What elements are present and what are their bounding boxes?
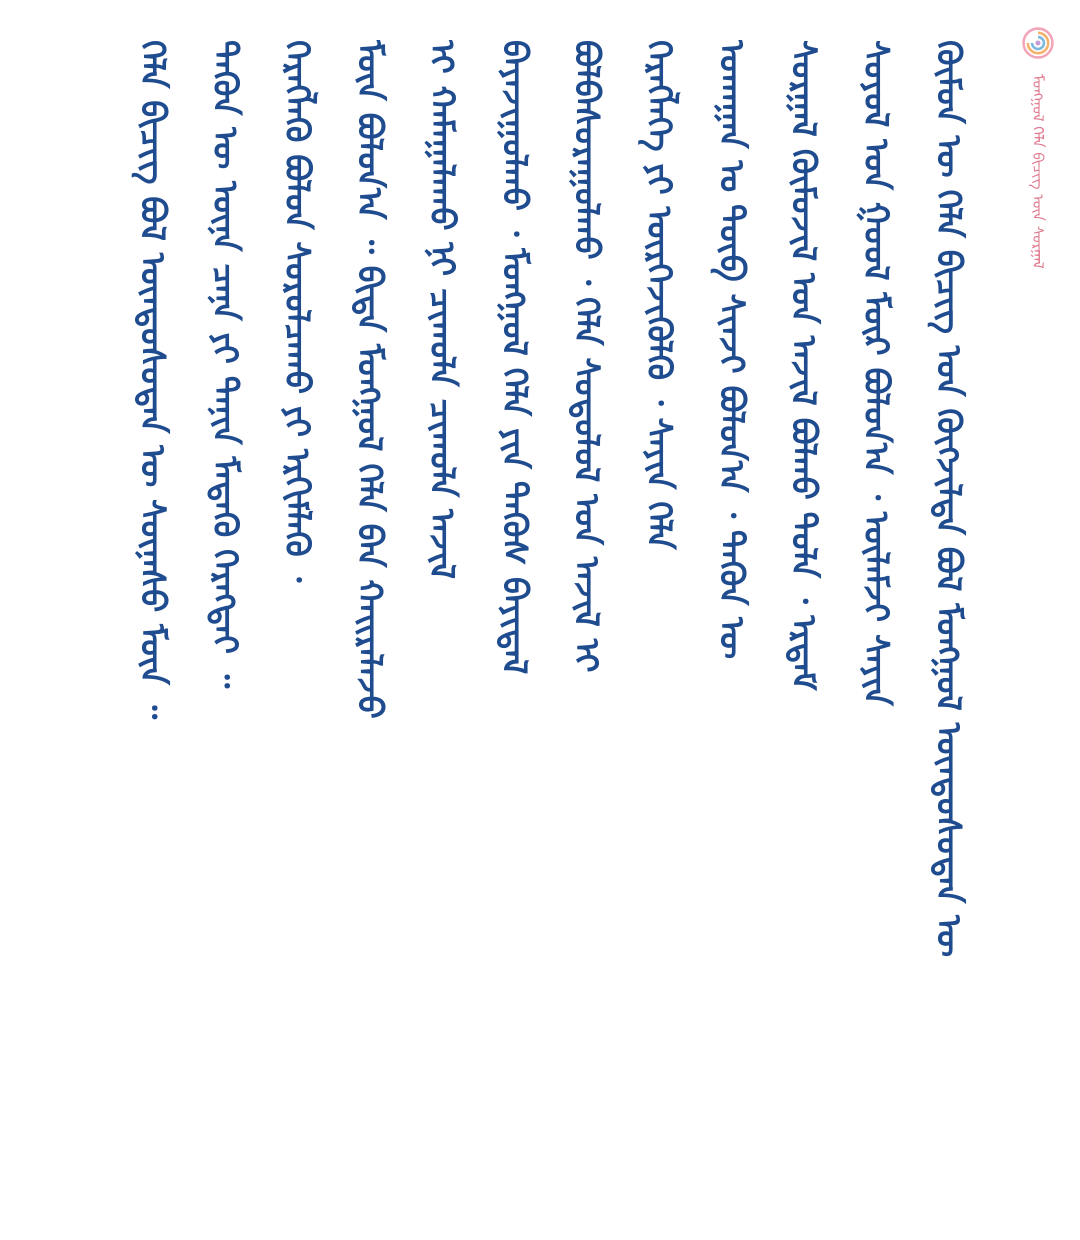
brand-name: ᠮᠣᠩᠭᠣᠯ ᠬᠡᠯᠡ ᠪᠢᠴᠢᠭ ᠦᠨ ᠰᠤᠷᠭᠠᠯ <box>1029 74 1047 269</box>
text-column: ᠬᠡᠷᠡᠭᠯᠡᠭᠡ ᠶᠢ ᠥᠷᠭᠡᠵᠢᠭᠦᠯᠬᠦ ᠂ ᠰᠠᠶᠢᠨ ᠬᠡᠯᠡ <box>638 40 679 550</box>
text-column: ᠪᠠᠶᠠᠵᠢᠭᠤᠯᠬᠤ ᠂ ᠮᠣᠩᠭᠣᠯ ᠬᠡᠯᠡ ᠶᠢᠨ ᠲᠡᠭᠦᠰ ᠪᠠᠶᠢᠳᠠᠯ <box>493 40 534 675</box>
text-column: ᠬᠦᠮᠦᠨ ᠦ ᠬᠡᠯᠡ ᠪᠢᠴᠢᠭ ᠤᠨ ᠬᠥᠭᠵᠢᠯᠲᠡ ᠪᠣᠯ ᠮᠣᠩᠭᠣᠯ ᠦᠨᠳᠦᠰᠦᠲᠡᠨ ᠦ <box>927 40 968 958</box>
brand-strip <box>1014 26 1062 446</box>
text-column: ᠮᠥᠨ ᠪᠣᠯᠤᠨ᠎ᠠ ᠃ ᠪᠢᠳᠡ ᠮᠣᠩᠭᠣᠯ ᠬᠡᠯᠡ ᠪᠡᠨ ᠬᠠᠢᠷᠠᠯᠠᠵᠤ <box>349 40 390 719</box>
text-column: ᠤᠬᠠᠭᠠᠨ ᠤ ᠲᠦᠪ ᠰᠢᠨᠵᠢ ᠪᠣᠯᠤᠨ᠎ᠠ ᠂ ᠲᠡᠭᠦᠨ ᠦ <box>710 40 751 660</box>
text-column: ᠢ ᠬᠠᠮᠠᠭᠠᠯᠠᠬᠤ ᠨᠢ ᠴᠢᠬᠤᠯᠠ ᠴᠢᠬᠤᠯᠠ ᠠᠵᠢᠯ <box>421 40 462 580</box>
text-column: ᠬᠡᠯᠡ ᠪᠢᠴᠢᠭ ᠪᠣᠯ ᠦᠨᠳᠦᠰᠦᠲᠡᠨ ᠦ ᠰᠦᠨᠡᠰᠦ ᠮᠥᠨ ᠃ <box>132 40 172 720</box>
article-body <box>120 40 980 1200</box>
text-column: ᠰᠤᠷᠭᠠᠯ ᠬᠥᠮᠦᠵᠢᠯ ᠤᠨ ᠠᠵᠢᠯ ᠪᠣᠯᠬᠤ ᠲᠤᠯᠠ ᠂ ᠡᠷᠳᠡᠮ <box>783 40 824 691</box>
text-column: ᠲᠡᠭᠦᠨ ᠦ ᠦᠨᠡ ᠴᠡᠨᠡ ᠶᠢ ᠲᠠᠨᠢᠨ ᠮᠡᠳᠡᠬᠦ ᠬᠡᠷᠡᠭᠲᠡᠢ ᠃ <box>204 40 245 689</box>
text-column: ᠰᠣᠶᠣᠯ ᠤᠨ ᠭᠣᠣᠯ ᠮᠥᠷ ᠪᠣᠯᠤᠨ᠎ᠠ ᠂ ᠦᠯᠡᠮᠵᠢ ᠰᠠᠶᠢᠨ <box>855 40 896 706</box>
swirl-logo-icon <box>1021 26 1055 60</box>
text-column: ᠬᠡᠷᠡᠭᠯᠡᠬᠦ ᠪᠣᠯᠤᠨ ᠰᠤᠷᠤᠯᠴᠠᠬᠤ ᠶᠢ ᠡᠷᠬᠢᠮᠯᠡᠬᠦ ᠂ <box>276 40 317 583</box>
text-column: ᠪᠣᠯᠪᠠᠰᠤᠷᠠᠭᠤᠯᠬᠤ ᠂ ᠬᠡᠯᠡ ᠰᠤᠳᠤᠯᠤᠯ ᠤᠨ ᠠᠵᠢᠯ ᠢ <box>566 40 607 673</box>
